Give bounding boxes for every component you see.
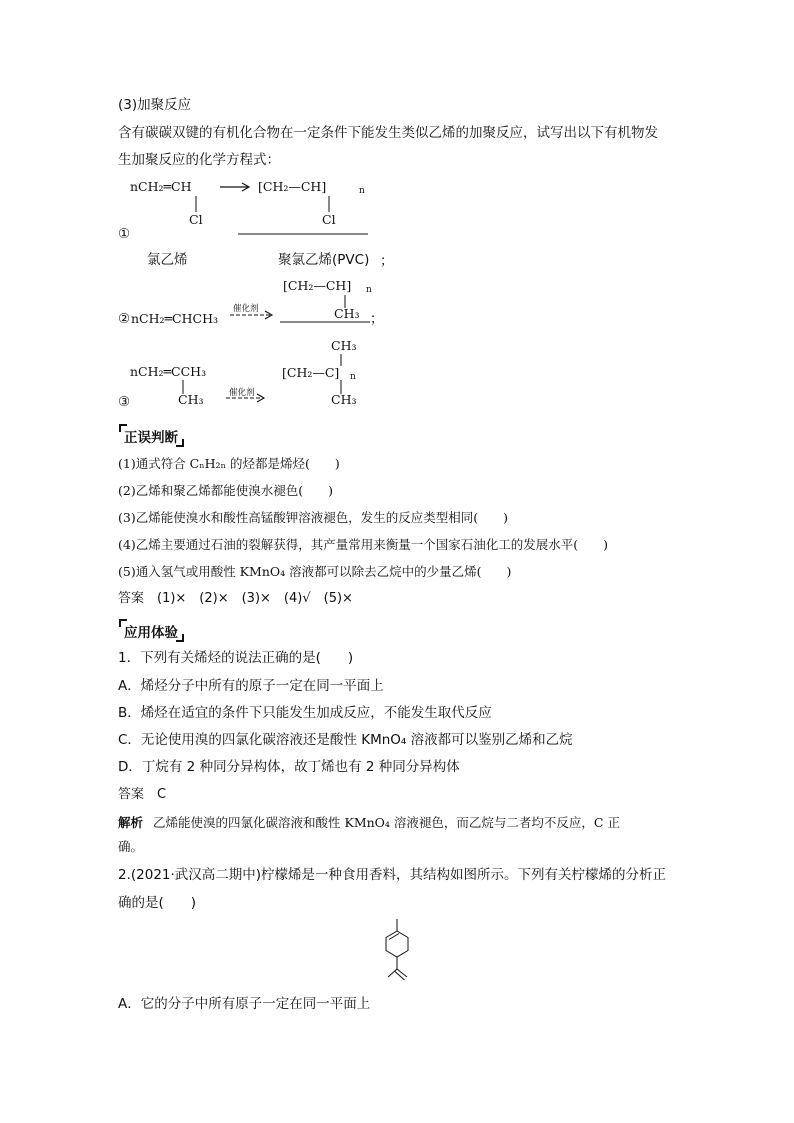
section-title: (3)加聚反应 (118, 97, 192, 113)
judge-item-2: (2)乙烯和聚乙烯都能使溴水褪色( ) (118, 483, 333, 498)
judge-header: 正误判断 (124, 426, 178, 446)
eq3-catalyst: 催化剂 (229, 388, 255, 398)
eq3-product-top: CH₃ (331, 338, 357, 353)
q2-stem-line2: 确的是( ) (118, 895, 197, 911)
eq2-product-substituent: CH₃ (334, 306, 360, 321)
eq3-product: [CH₂—C] (282, 365, 340, 380)
eq1-reactant: nCH₂═CH (130, 179, 192, 194)
judge-answer: 答案 (1)× (2)× (3)× (4)√ (5)× (118, 591, 353, 606)
eq2-end: ； (370, 311, 384, 327)
q1-option-b: B．烯烃在适宜的条件下只能发生加成反应，不能发生取代反应 (118, 705, 492, 721)
eq3-reactant: nCH₂═CCH₃ (130, 364, 207, 379)
q1-option-a: A．烯烃分子中所有的原子一定在同一平面上 (118, 678, 384, 694)
eq2-reactant: nCH₂═CHCH₃ (131, 311, 218, 326)
judge-item-1: (1)通式符合 CₙH₂ₙ 的烃都是烯烃( ) (118, 456, 340, 471)
eq1-product-substituent: Cl (322, 212, 336, 227)
eq2-index: ② (118, 311, 131, 327)
q1-option-d: D．丁烷有 2 种同分异构体，故丁烯也有 2 种同分异构体 (118, 759, 460, 775)
eq3-product-substituent: CH₃ (331, 392, 357, 407)
eq1-reactant-name: 氯乙烯 (147, 252, 188, 268)
limonene-structure-diagram (370, 915, 430, 990)
q1-answer: 答案 C (118, 787, 167, 802)
eq2-catalyst: 催化剂 (233, 304, 259, 314)
eq3-index: ③ (118, 394, 131, 410)
eq2-product: [CH₂—CH] (283, 278, 352, 293)
judge-item-3: (3)乙烯能使溴水和酸性高锰酸钾溶液褪色，发生的反应类型相同( ) (118, 510, 508, 525)
q1-analysis-label: 解析 (118, 815, 144, 830)
intro-text-line1: 含有碳碳双键的有机化合物在一定条件下能发生类似乙烯的加聚反应，试写出以下有机物发 (118, 125, 658, 141)
judge-item-4: (4)乙烯主要通过石油的裂解获得，其产量常用来衡量一个国家石油化工的发展水平( ) (118, 537, 608, 552)
q1-analysis-line1 (118, 814, 620, 832)
q1-analysis-line2: 确。 (118, 839, 144, 854)
eq1-product: [CH₂—CH] (258, 179, 327, 194)
eq3-reactant-substituent: CH₃ (178, 392, 204, 407)
eq1-end: ； (380, 253, 394, 269)
q2-stem-line1: 2.(2021·武汉高二期中)柠檬烯是一种食用香料，其结构如图所示。下列有关柠檬烯的分析正 (118, 867, 667, 883)
eq1-product-name: 聚氯乙烯(PVC) (278, 252, 370, 268)
eq3-product-n: n (350, 372, 356, 382)
eq2-product-n: n (366, 285, 372, 295)
q2-option-a: A．它的分子中所有原子一定在同一平面上 (118, 996, 371, 1012)
eq1-product-n: n (359, 186, 365, 196)
apply-header: 应用体验 (124, 621, 178, 641)
q1-stem: 1．下列有关烯烃的说法正确的是( ) (118, 650, 354, 666)
judge-item-5: (5)通入氢气或用酸性 KMnO₄ 溶液都可以除去乙烷中的少量乙烯( ) (118, 564, 512, 579)
intro-text-line2: 生加聚反应的化学方程式： (118, 152, 280, 168)
eq1-reactant-substituent: Cl (189, 212, 203, 227)
eq1-index: ① (118, 226, 131, 242)
eq1-bonds (0, 0, 794, 300)
q1-option-c: C．无论使用溴的四氯化碳溶液还是酸性 KMnO₄ 溶液都可以鉴别乙烯和乙烷 (118, 732, 573, 748)
q1-analysis-text: 乙烯能使溴的四氯化碳溶液和酸性 KMnO₄ 溶液褪色，而乙烷与二者均不反应，C 正 (153, 815, 620, 830)
